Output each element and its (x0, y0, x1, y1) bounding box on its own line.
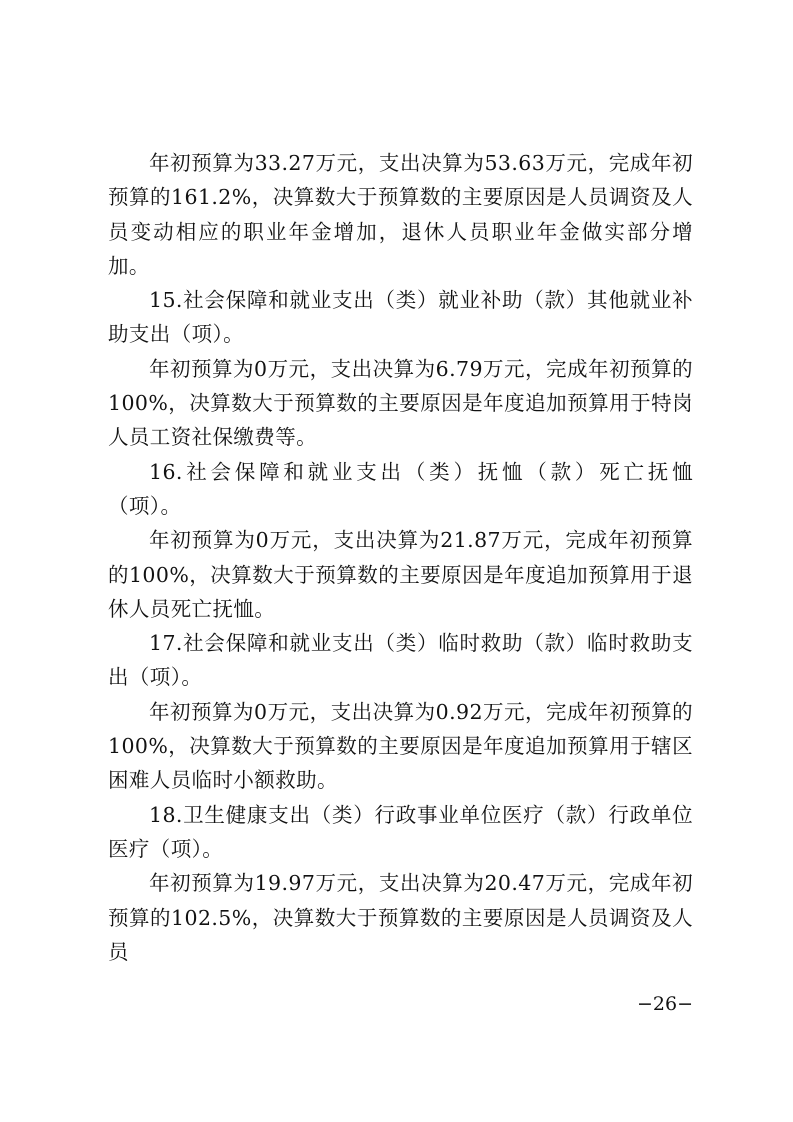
body-text (108, 146, 693, 969)
paragraph-item-heading-17: 17.社会保障和就业支出（类）临时救助（款）临时救助支出（项）。 (108, 631, 693, 690)
paragraph-item-heading-15: 15.社会保障和就业支出（类）就业补助（款）其他就业补助支出（项）。 (108, 288, 693, 347)
page-number: −26− (636, 993, 693, 1015)
paragraph-budget-detail: 年初预算为0万元，支出决算为0.92万元，完成年初预算的100%，决算数大于预算数的主要原因是年度追加预算用于辖区困难人员临时小额救助。 (108, 699, 693, 793)
paragraph-budget-detail: 年初预算为0万元，支出决算为21.87万元，完成年初预算的100%，决算数大于预算数的主要原因是年度追加预算用于退休人员死亡抚恤。 (108, 528, 693, 621)
paragraph-budget-detail: 年初预算为19.97万元，支出决算为20.47万元，完成年初预算的102.5%，决算数大于预算数的主要原因是人员调资及人员 (108, 871, 693, 964)
paragraph-budget-detail: 年初预算为0万元，支出决算为6.79万元，完成年初预算的100%，决算数大于预算数的主要原因是年度追加预算用于特岗人员工资社保缴费等。 (108, 356, 693, 450)
paragraph-item-heading-16: 16.社会保障和就业支出（类）抚恤（款）死亡抚恤（项）。 (108, 459, 693, 518)
paragraph-budget-detail: 年初预算为33.27万元，支出决算为53.63万元，完成年初预算的161.2%，决算数大于预算数的主要原因是人员调资及人员变动相应的职业年金增加，退休人员职业年金做实部分增加。 (108, 151, 693, 278)
paragraph-item-heading-18: 18.卫生健康支出（类）行政事业单位医疗（款）行政单位医疗（项）。 (108, 802, 693, 861)
